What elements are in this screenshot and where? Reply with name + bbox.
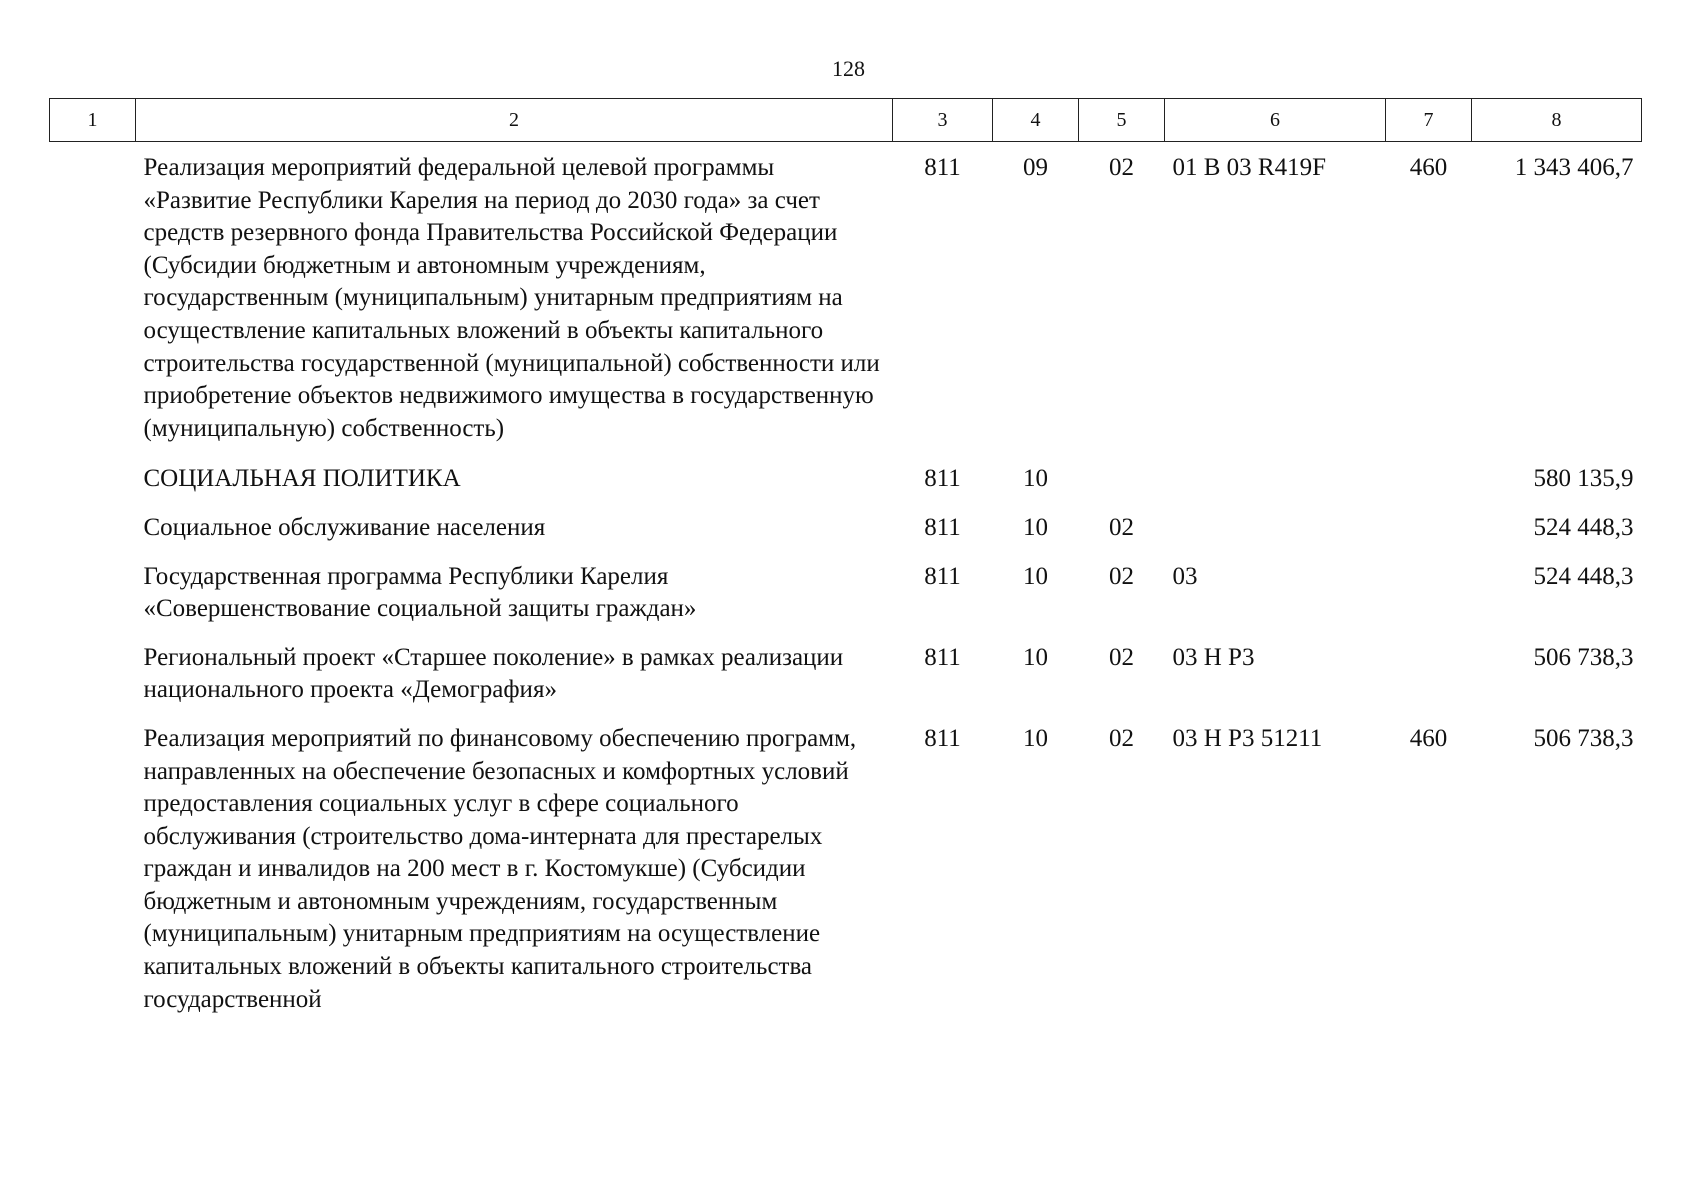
row-number-cell: [50, 626, 136, 707]
table-row: [50, 545, 1642, 626]
row-target-article: 01 В 03 R419F: [1172, 154, 1327, 181]
row-number-cell: [50, 496, 136, 545]
table-row: [50, 707, 1642, 1016]
row-name: Региональный проект «Старшее поколение» в рамках реализации национального проекта «Демография»: [143, 643, 844, 704]
row-expense-type: [1386, 626, 1472, 707]
table-row: [50, 142, 1642, 446]
header-col-8: 8: [1472, 99, 1642, 142]
row-section: 09: [1023, 154, 1048, 181]
row-target-article: [1165, 496, 1386, 545]
table-row: [50, 626, 1642, 707]
row-target-article: 03 Н Р3 51211: [1172, 724, 1323, 752]
header-col-1: 1: [50, 99, 136, 142]
header-col-3: 3: [893, 99, 993, 142]
table-header-row: [50, 99, 1642, 142]
header-col-6: 6: [1165, 99, 1386, 142]
row-amount: 524 448,3: [1533, 513, 1634, 541]
row-ministry-code: 811: [924, 154, 961, 181]
row-number-cell: [50, 142, 136, 446]
row-subsection: 02: [1109, 513, 1134, 541]
row-section: 10: [1023, 465, 1048, 493]
page-number: 128: [832, 56, 865, 81]
row-name: Социальное обслуживание населения: [143, 513, 546, 541]
table-row: [50, 496, 1642, 545]
row-subsection: 02: [1109, 154, 1134, 181]
row-ministry-code: 811: [924, 465, 961, 493]
header-col-5: 5: [1079, 99, 1165, 142]
row-number-cell: [50, 545, 136, 626]
row-target-article: 03: [1172, 562, 1198, 590]
header-col-2: 2: [136, 99, 893, 142]
table-row: [50, 445, 1642, 496]
row-name: Реализация мероприятий по финансовому обеспечению программ, направленных на обеспечение безопасных и комфортных условий предоставления социальных услуг в сфере социального обслуживания (строительство дома-интерната для престарелых граждан и инвалидов на 200 мест в г. Костомукше) (Субсидии бюджетным и автономным учреждениям, государственным (муниципальным) унитарным предприятиям на осуществление капитальных вложений в объекты капитального строительства государственной: [143, 724, 857, 1013]
row-subsection: [1079, 445, 1165, 496]
header-col-4: 4: [993, 99, 1079, 142]
row-name: СОЦИАЛЬНАЯ ПОЛИТИКА: [143, 465, 461, 493]
row-number-cell: [50, 445, 136, 496]
row-amount: 506 738,3: [1533, 724, 1634, 752]
row-section: 10: [1023, 562, 1048, 590]
row-expense-type: [1386, 445, 1472, 496]
row-amount: 1 343 406,7: [1514, 154, 1634, 181]
row-subsection: 02: [1109, 562, 1134, 590]
row-subsection: 02: [1109, 724, 1134, 752]
row-amount: 580 135,9: [1533, 465, 1634, 493]
row-expense-type: 460: [1409, 154, 1448, 181]
row-ministry-code: 811: [924, 724, 961, 752]
row-section: 10: [1023, 513, 1048, 541]
row-expense-type: 460: [1409, 724, 1448, 752]
row-amount: 524 448,3: [1533, 562, 1634, 590]
row-ministry-code: 811: [924, 643, 961, 671]
row-name: Государственная программа Республики Карелия «Совершенствование социальной защиты граждан»: [143, 562, 697, 623]
row-target-article: [1165, 445, 1386, 496]
row-ministry-code: 811: [924, 562, 961, 590]
row-ministry-code: 811: [924, 513, 961, 541]
row-name: Реализация мероприятий федеральной целевой программы «Развитие Республики Карелия на период до 2030 года» за счет средств резервного фонда Правительства Российской Федерации (Субсидии бюджетным и автономным учреждениям, государственным (муниципальным) унитарным предприятиям на осуществление капитальных вложений в объекты капитального строительства государственной (муниципальной) собственности или приобретение объектов недвижимого имущества в государственную (муниципальную) собственность): [143, 154, 880, 442]
row-target-article: 03 Н Р3: [1172, 643, 1255, 671]
row-number-cell: [50, 707, 136, 1016]
header-col-7: 7: [1386, 99, 1472, 142]
row-section: 10: [1023, 724, 1048, 752]
row-subsection: 02: [1109, 643, 1134, 671]
row-section: 10: [1023, 643, 1048, 671]
budget-table: [49, 98, 1642, 1016]
row-expense-type: [1386, 545, 1472, 626]
row-amount: 506 738,3: [1533, 643, 1634, 671]
row-expense-type: [1386, 496, 1472, 545]
